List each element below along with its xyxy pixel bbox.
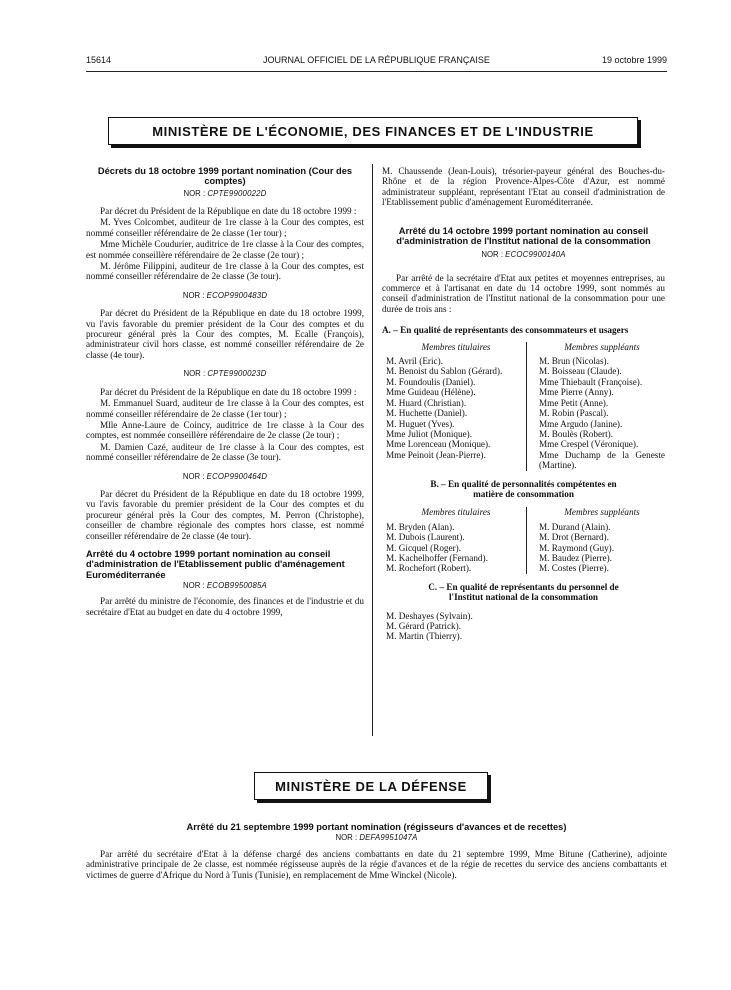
page-number: 15614 (86, 55, 112, 65)
paragraph: Par décret du Président de la République en date du 18 octobre 1999, vu l'avis favorable du premier président de la Cour des comptes et du procureur général près la Cour des comptes, M. Ecalle (François), administrateur civil hors classe, est nommé conseiller référendaire de 2e classe (4e tour). (86, 308, 364, 360)
list-item: M. Raymond (Guy). (539, 542, 615, 553)
list-item: M. Boisseau (Claude). (539, 366, 622, 377)
list-item: M. Rochefort (Robert). (386, 563, 472, 574)
list-item: M. Huard (Christian). (386, 397, 467, 408)
titulaires-header: Membres titulaires (421, 341, 491, 352)
list-item: Mme Lorenceau (Monique). (386, 439, 491, 450)
titulaires-header: Membres titulaires (421, 507, 491, 518)
list-item: M. Avril (Eric). (386, 356, 443, 367)
right-column (382, 166, 665, 642)
paragraph: Par arrêté de la secrétaire d'Etat aux petites et moyennes entreprises, au commerce et à l'artisanat en date du 14 octobre 1999, sont nommés au conseil d'administration de l'Institut national de la consommation pour une durée de trois ans : (382, 272, 665, 314)
list-item: M. Gicquel (Roger). (386, 542, 462, 553)
paragraph: Par décret du Président de la République en date du 18 octobre 1999 : (100, 386, 357, 397)
suppleants-header: Membres suppléants (564, 507, 640, 518)
nor-reference: NOR : ECOP9900483D (182, 290, 268, 300)
decree-title-cour-des-comptes: Décrets du 18 octobre 1999 portant nomination (Cour des comptes) (97, 166, 353, 187)
nor-reference: NOR : ECOC9900140A (481, 250, 566, 260)
list-item: M. Kachelhoffer (Fernand). (386, 552, 488, 563)
paragraph: Par décret du Président de la République en date du 18 octobre 1999, vu l'avis favorable du premier président de la Cour des comptes et du procureur général près la Cour des comptes, M. Perron (Christophe), conseiller de chambre régionale des comptes hors classe, est nommé conseiller référendaire de 2e classe (4e tour). (86, 488, 364, 541)
paragraph: Mme Michèle Coudurier, auditrice de 1re classe à la Cour des comptes, est nommée conseillère référendaire de 2e classe (2e tour) ; (86, 239, 364, 260)
list-item: M. Martin (Thierry). (386, 631, 463, 642)
ministry-banner-economy: MINISTÈRE DE L'ÉCONOMIE, DES FINANCES ET DE L'INDUSTRIE (108, 117, 638, 145)
paragraph: M. Damien Cazé, auditeur de 1re classe à la Cour des comptes, est nommé conseiller référendaire de 2e classe (3e tour). (86, 441, 364, 463)
section-a-members (382, 342, 665, 471)
list-item: Mme Peinoit (Jean-Pierre). (386, 449, 486, 460)
page-header (86, 55, 667, 69)
issue-date: 19 octobre 1999 (601, 55, 667, 65)
section-b-members (382, 507, 665, 573)
list-item: M. Bryden (Alan). (386, 521, 455, 532)
list-item: Mme Pierre (Anny). (539, 387, 614, 398)
list-item: Mme Thiebault (Françoise). (539, 376, 643, 387)
list-item: Mme Juliot (Monique). (386, 428, 472, 439)
nor-reference: NOR : ECOB9950085A (183, 580, 267, 590)
paragraph: M. Emmanuel Suard, auditeur de 1re classe à la Cour des comptes, est nommé conseiller référendaire de 2e classe (1er tour) ; (86, 398, 364, 419)
list-item: Mme Petit (Anne). (539, 397, 609, 408)
paragraph: Par arrêté du secrétaire d'Etat à la défense chargé des anciens combattants en date du 21 septembre 1999, Mme Bitune (Catherine), adjointe administrative principale de 2e classe, est nommée régisseuse auprès de la régie d'avances et de la régie de recettes du service des anciens combattants et victimes de guerre d'Afrique du Nord à Tunis (Tunisie), en remplacement de Mme Winckel (Nicole). (86, 848, 667, 880)
suppleants-list (526, 342, 665, 471)
arrete-title-regisseurs: Arrêté du 21 septembre 1999 portant nomination (régisseurs d'avances et de recettes) (186, 822, 567, 832)
ministry-banner-defense: MINISTÈRE DE LA DÉFENSE (254, 772, 488, 800)
column-divider (372, 164, 373, 736)
list-item: Mme Crespel (Véronique). (539, 439, 639, 450)
list-item: M. Huguet (Yves). (386, 418, 455, 429)
list-item: Mme Duchamp de la Geneste (Martine). (539, 449, 665, 471)
titulaires-list (382, 507, 526, 573)
paragraph: Par décret du Président de la République en date du 18 octobre 1999 : (100, 206, 357, 216)
list-item: M. Benoist du Sablon (Gérard). (386, 366, 503, 377)
list-item: M. Brun (Nicolas). (539, 356, 609, 367)
nor-reference: NOR : DEFA9951047A (335, 833, 418, 843)
list-item: M. Deshayes (Sylvain). (386, 610, 473, 621)
suppleants-list (526, 507, 665, 573)
paragraph: M. Jérôme Filippini, auditeur de 1re classe à la Cour des comptes, est nommé conseiller référendaire de 2e classe (3e tour). (86, 261, 364, 282)
nor-reference: NOR : CPTE9900022D (183, 188, 267, 198)
list-item: M. Robin (Pascal). (539, 408, 609, 419)
list-item: M. Gérard (Patrick). (386, 621, 462, 631)
section-b-heading: B. – En qualité de personnalités compétentes en matière de consommation (430, 478, 617, 499)
section-c-heading: C. – En qualité de représentants du personnel de l'Institut national de la consommation (428, 581, 619, 603)
section-c-members (382, 611, 665, 642)
paragraph: Mlle Anne-Laure de Coincy, auditrice de 1re classe à la Cour des comptes, est nommée conseillère référendaire de 2e classe (2e tour) ; (86, 419, 364, 441)
list-item: M. Drot (Bernard). (539, 532, 609, 543)
arrete-title-inc: Arrêté du 14 octobre 1999 portant nomination au conseil d'administration de l'Institut national de la consommation (396, 225, 651, 246)
left-column (86, 166, 364, 618)
paragraph: Par arrêté du ministre de l'économie, des finances et de l'industrie et du secrétaire d'Etat au budget en date du 4 octobre 1999, (86, 596, 364, 617)
suppleants-header: Membres suppléants (564, 341, 640, 352)
section-a-heading: A. – En qualité de représentants des consommateurs et usagers (382, 325, 629, 336)
list-item: M. Costes (Pierre). (539, 563, 609, 574)
nor-reference: NOR : ECOP9900464D (182, 471, 268, 481)
list-item: M. Boulès (Robert). (539, 428, 614, 439)
list-item: Mme Argudo (Janine). (539, 418, 623, 429)
list-item: M. Baudez (Pierre). (539, 552, 612, 563)
list-item: M. Huchette (Daniel). (386, 408, 468, 419)
defense-section (86, 822, 667, 880)
journal-title: JOURNAL OFFICIEL DE LA RÉPUBLIQUE FRANÇAISE (263, 55, 490, 65)
list-item: M. Foundoulis (Daniel). (386, 376, 476, 387)
titulaires-list (382, 342, 526, 471)
list-item: M. Dubois (Laurent). (386, 532, 465, 543)
paragraph: M. Yves Colcombet, auditeur de 1re classe à la Cour des comptes, est nommé conseiller référendaire de 2e classe (1er tour) ; (86, 217, 364, 238)
arrete-title-euromediterranee: Arrêté du 4 octobre 1999 portant nomination au conseil d'administration de l'Etablissement public d'aménagement Euroméditerranée (86, 548, 345, 580)
nor-reference: NOR : CPTE9900023D (183, 369, 267, 379)
header-rule (86, 71, 667, 72)
list-item: M. Durand (Alain). (539, 521, 611, 532)
list-item: Mme Guideau (Hélène). (386, 387, 476, 398)
paragraph: M. Chaussende (Jean-Louis), trésorier-payeur général des Bouches-du-Rhône et de la région Provence-Alpes-Côte d'Azur, est nommé administrateur suppléant, représentant l'Etat au conseil d'administration de l'Etablissement public d'aménagement Euroméditerranée. (382, 166, 665, 208)
